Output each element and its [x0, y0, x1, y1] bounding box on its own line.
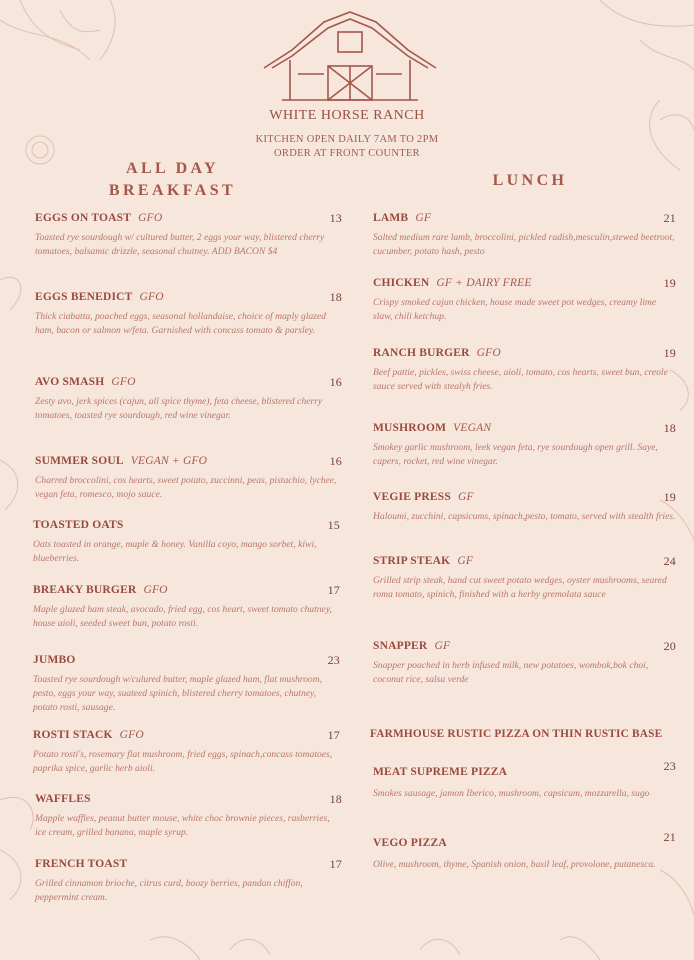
- menu-item: [373, 830, 676, 872]
- menu-item: [33, 583, 340, 631]
- item-price: 17: [329, 857, 342, 871]
- menu-item: [35, 857, 342, 905]
- item-name: WAFFLES: [35, 793, 91, 805]
- item-price: 18: [329, 290, 342, 304]
- item-name: ROSTI STACK: [33, 729, 113, 741]
- item-price: 17: [327, 728, 340, 742]
- breakfast-title: [90, 158, 255, 202]
- item-name: MUSHROOM: [373, 422, 447, 434]
- menu-item: [35, 290, 342, 338]
- item-price: 24: [663, 554, 676, 568]
- menu-item: [33, 728, 340, 776]
- order-note: ORDER AT FRONT COUNTER: [274, 148, 420, 159]
- dietary-tag: GFO: [119, 729, 144, 741]
- item-name: BREAKY BURGER: [33, 584, 137, 596]
- item-name: RANCH BURGER: [373, 347, 470, 359]
- item-description: Haloumi, zucchini, capsicums, spinach,pesto, tomato, served with stealth fries.: [373, 511, 676, 522]
- item-price: 17: [327, 583, 340, 597]
- item-description: Olive, mushroom, thyme, Spanish onion, basil leaf, provolone, putanesca.: [373, 859, 656, 870]
- menu-item: [33, 518, 340, 566]
- menu-item: [373, 639, 676, 687]
- item-price: 18: [663, 421, 676, 435]
- pizza-section-heading: FARMHOUSE RUSTIC PIZZA ON THIN RUSTIC BASE: [370, 728, 663, 740]
- item-description: Smokey garlic mushroom, leek vegan feta, rye sourdough open grill. Saye, capers, rocket, red wine vinegar.: [373, 442, 658, 467]
- dietary-tag: GF + DAIRY FREE: [436, 277, 532, 289]
- menu-item: [35, 211, 342, 259]
- dietary-tag: GF: [457, 555, 474, 567]
- item-price: 15: [327, 518, 340, 532]
- item-name: EGGS ON TOAST: [35, 212, 132, 224]
- dietary-tag: GFO: [138, 212, 163, 224]
- item-name: VEGO PIZZA: [373, 837, 447, 849]
- item-price: 19: [663, 490, 676, 504]
- item-description: Oats toasted in orange, maple & honey. Vanilla coyo, mango sorbet, kiwi, blueberries.: [33, 539, 317, 564]
- item-price: 21: [663, 830, 676, 844]
- item-name: JUMBO: [33, 654, 76, 666]
- item-name: FRENCH TOAST: [35, 858, 128, 870]
- menu-item: [35, 792, 342, 840]
- item-name: CHICKEN: [373, 277, 430, 289]
- menu-item: [373, 346, 676, 394]
- breakfast-title-line1: ALL DAY: [125, 160, 219, 177]
- dietary-tag: GF: [434, 640, 451, 652]
- breakfast-title-line2: BREAKFAST: [108, 182, 237, 199]
- item-price: 19: [663, 276, 676, 290]
- item-description: Crispy smoked cajun chicken, house made sweet pot wedges, creamy lime slaw, chili ketchup.: [373, 297, 657, 322]
- dietary-tag: VEGAN + GFO: [130, 455, 208, 467]
- item-description: Snapper poached in herb infused milk, new potatoes, wombok,bok choi, coconut rice, salsa verde: [373, 660, 649, 685]
- item-name: EGGS BENEDICT: [35, 291, 133, 303]
- item-name: STRIP STEAK: [373, 555, 451, 567]
- item-description: Potato rosti's, rosemary flat mushroom, fried eggs, spinach,concass tomatoes, paprika spice, garlic herb aioli.: [33, 749, 333, 774]
- item-description: Smokes sausage, jamon Iberico, mushroom, capsicum, mozzarella, sugo: [373, 788, 650, 799]
- barn-logo-icon: [262, 10, 438, 102]
- item-description: Mapple waffles, peanut butter mouse, white choc brownie pieces, rasberries, ice cream, grilled banana, maple syrup.: [35, 813, 330, 838]
- item-description: Maple glazed ham steak, avocado, fried egg, cos heart, sweet tomato chutney, house aioli, seeded sweet bun, potato rosti.: [33, 604, 332, 629]
- item-description: Thick ciabatta, poached eggs, seasonal hollandaise, choice of maply glazed ham, bacon or salmon w/feta. Garnished with concass tomato & parsley.: [35, 311, 326, 336]
- item-description: Toasted rye sourdough w/ cultured butter, 2 eggs your way, blistered cherry tomatoes, balsamic drizzle, seasonal chutney. ADD BACON $4: [35, 232, 325, 257]
- menu-item: [373, 211, 676, 259]
- item-description: Toasted rye sourdough w/culured butter, maple glazed ham, flat mushroom, pesto, eggs your way, suateed spinich, blistered cherry tomatoes, chutney, potato rosti, sausage.: [33, 674, 323, 713]
- item-name: MEAT SUPREME PIZZA: [373, 766, 508, 778]
- dietary-tag: GFO: [476, 347, 501, 359]
- menu-item: [373, 554, 676, 602]
- opening-hours: KITCHEN OPEN DAILY 7AM TO 2PM: [255, 134, 439, 145]
- item-price: 21: [663, 211, 676, 225]
- item-description: Beef pattie, pickles, swiss cheese, aioli, tomato, cos hearts, sweet bun, creole sauce served with stealyh fries.: [373, 367, 668, 392]
- item-name: TOASTED OATS: [33, 519, 124, 531]
- dietary-tag: VEGAN: [453, 422, 492, 434]
- item-price: 16: [329, 375, 342, 389]
- item-price: 13: [329, 211, 342, 225]
- dietary-tag: GF: [415, 212, 432, 224]
- item-price: 19: [663, 346, 676, 360]
- item-price: 18: [329, 792, 342, 806]
- item-price: 23: [327, 653, 340, 667]
- lunch-title: LUNCH: [492, 172, 568, 189]
- item-description: Grilled cinnamon brioche, citrus curd, boozy berries, pandan chiffon, peppermint cream.: [35, 878, 303, 903]
- menu-item: [373, 421, 676, 469]
- menu-item: [373, 276, 676, 324]
- menu-item: [35, 454, 342, 502]
- item-description: Grilled strip steak, hand cut sweet potato wedges, oyster mushrooms, seared roma tomato, spinich, finished with a herby gremolata sauce: [373, 575, 667, 600]
- item-name: AVO SMASH: [35, 376, 105, 388]
- item-name: VEGIE PRESS: [373, 491, 451, 503]
- menu-item: [373, 759, 676, 801]
- item-name: SNAPPER: [373, 640, 428, 652]
- item-description: Charred broccolini, cos hearts, sweet potato, zuccinni, peas, pistachio, lychee, vegan feta, romesco, mojo sauce.: [35, 475, 337, 500]
- menu-item: [33, 653, 340, 715]
- dietary-tag: GFO: [111, 376, 136, 388]
- item-price: 20: [663, 639, 676, 653]
- item-description: Salted medium rare lamb, broccolini, pickled radish,mesculin,stewed beetroot, cucumber, potato hash, pesto: [373, 232, 675, 257]
- item-price: 16: [329, 454, 342, 468]
- restaurant-name: WHITE HORSE RANCH: [269, 108, 425, 123]
- menu-item: [373, 490, 676, 524]
- menu-item: [35, 375, 342, 423]
- item-name: SUMMER SOUL: [35, 455, 124, 467]
- dietary-tag: GF: [457, 491, 474, 503]
- item-name: LAMB: [373, 212, 409, 224]
- dietary-tag: GFO: [139, 291, 164, 303]
- item-price: 23: [663, 759, 676, 773]
- dietary-tag: GFO: [143, 584, 168, 596]
- item-description: Zesty avo, jerk spices (cajun, all spice thyme), feta cheese, blistered cherry tomatoes, toasted rye sourdough, red wine vinegar.: [35, 396, 323, 421]
